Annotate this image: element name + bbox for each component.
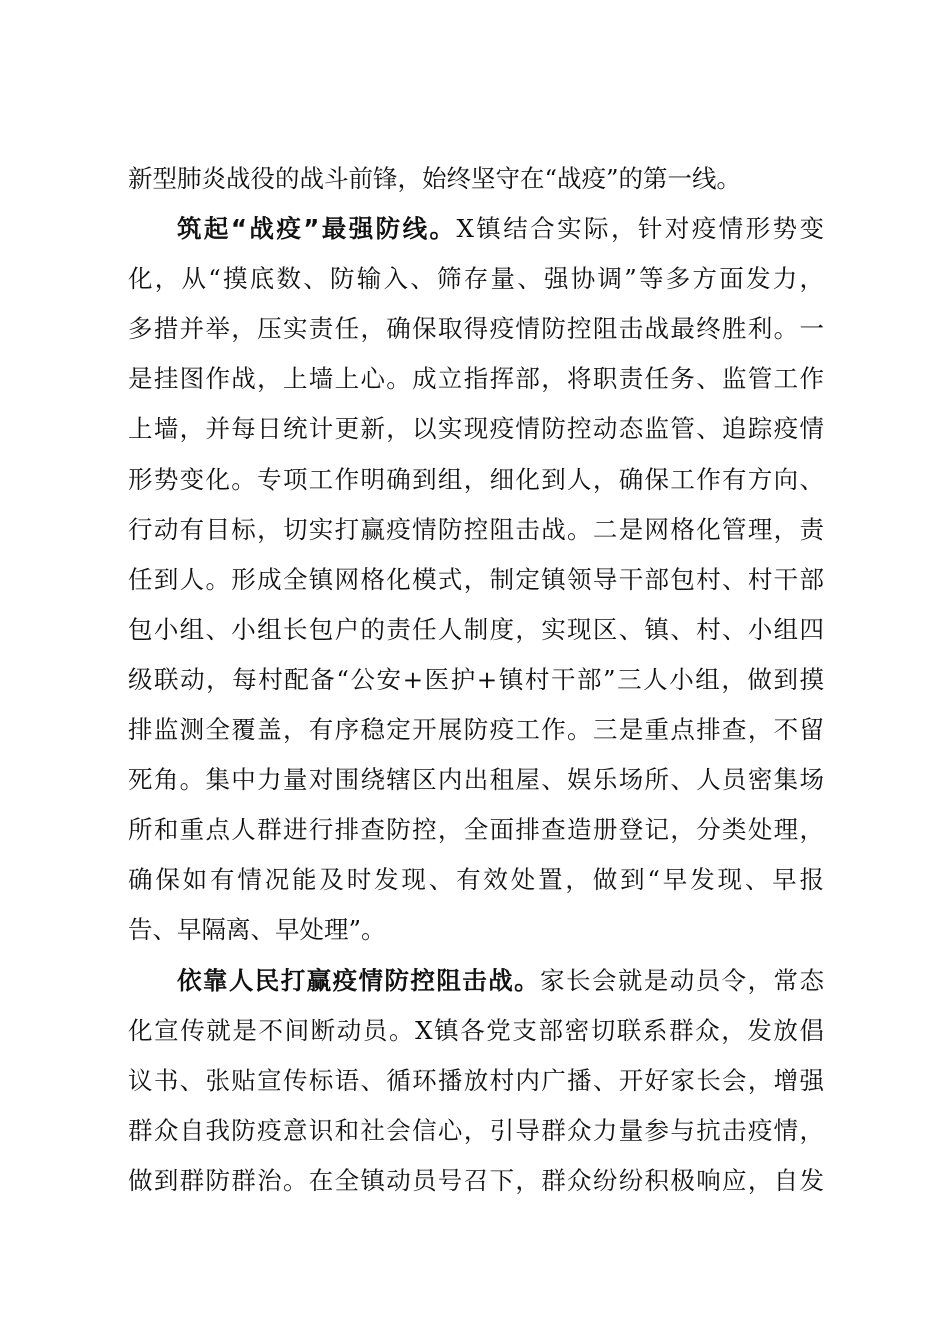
paragraph-1-line-1: 新型肺炎战役的战斗前锋，始终坚守在“战疫”的第一线。 [128,164,742,193]
paragraph-2-line-10: 级联动，每村配备“公安+医护+镇村干部”三人小组，做到摸 [128,664,824,694]
paragraph-2-line-13: 所和重点人群进行排查防控，全面排查造册登记，分类处理， [128,815,824,845]
paragraph-3-line-3: 议书、张贴宣传标语、循环播放村内广播、开好家长会，增强 [128,1065,824,1095]
paragraph-2-line-5: 上墙，并每日统计更新，以实现疫情防控动态监管、追踪疫情 [128,414,824,444]
paragraph-3-line-1 [128,956,824,1006]
paragraph-2-line-9: 包小组、小组长包户的责任人制度，实现区、镇、村、小组四 [128,614,824,644]
paragraph-3-line-4: 群众自我防疫意识和社会信心，引导群众力量参与抗击疫情， [128,1115,824,1145]
paragraph-2-line-1-text: X镇结合实际，针对疫情形势变 [456,214,824,244]
paragraph-3-line-2: 化宣传就是不间断动员。X镇各党支部密切联系群众，发放倡 [128,1015,824,1045]
paragraph-2-heading: 筑起“战疫”最强防线。 [177,214,457,244]
paragraph-3-line-5: 做到群防群治。在全镇动员号召下，群众纷纷积极响应，自发 [128,1165,824,1195]
paragraph-2-line-15: 告、早隔离、早处理”。 [128,915,386,945]
paragraph-3-heading: 依靠人民打赢疫情防控阻击战。 [177,965,541,995]
paragraph-2-line-1 [128,204,824,254]
paragraph-2-line-7: 行动有目标，切实打赢疫情防控阻击战。二是网格化管理，责 [128,514,824,544]
paragraph-2-line-4: 是挂图作战，上墙上心。成立指挥部，将职责任务、监管工作 [128,364,824,394]
paragraph-2-line-8: 任到人。形成全镇网格化模式，制定镇领导干部包村、村干部 [128,564,824,594]
paragraph-3-line-1-text: 家长会就是动员令，常态 [540,965,824,995]
paragraph-2-line-11: 排监测全覆盖，有序稳定开展防疫工作。三是重点排查，不留 [128,715,824,745]
paragraph-2-line-12: 死角。集中力量对围绕辖区内出租屋、娱乐场所、人员密集场 [128,765,824,795]
paragraph-2-line-14: 确保如有情况能及时发现、有效处置，做到“早发现、早报 [128,865,824,895]
paragraph-2-line-3: 多措并举，压实责任，确保取得疫情防控阻击战最终胜利。一 [128,314,824,344]
paragraph-2-line-2: 化，从“摸底数、防输入、筛存量、强协调”等多方面发力， [128,264,824,294]
document-body [128,154,824,1206]
paragraph-2-line-6: 形势变化。专项工作明确到组，细化到人，确保工作有方向、 [128,464,824,494]
